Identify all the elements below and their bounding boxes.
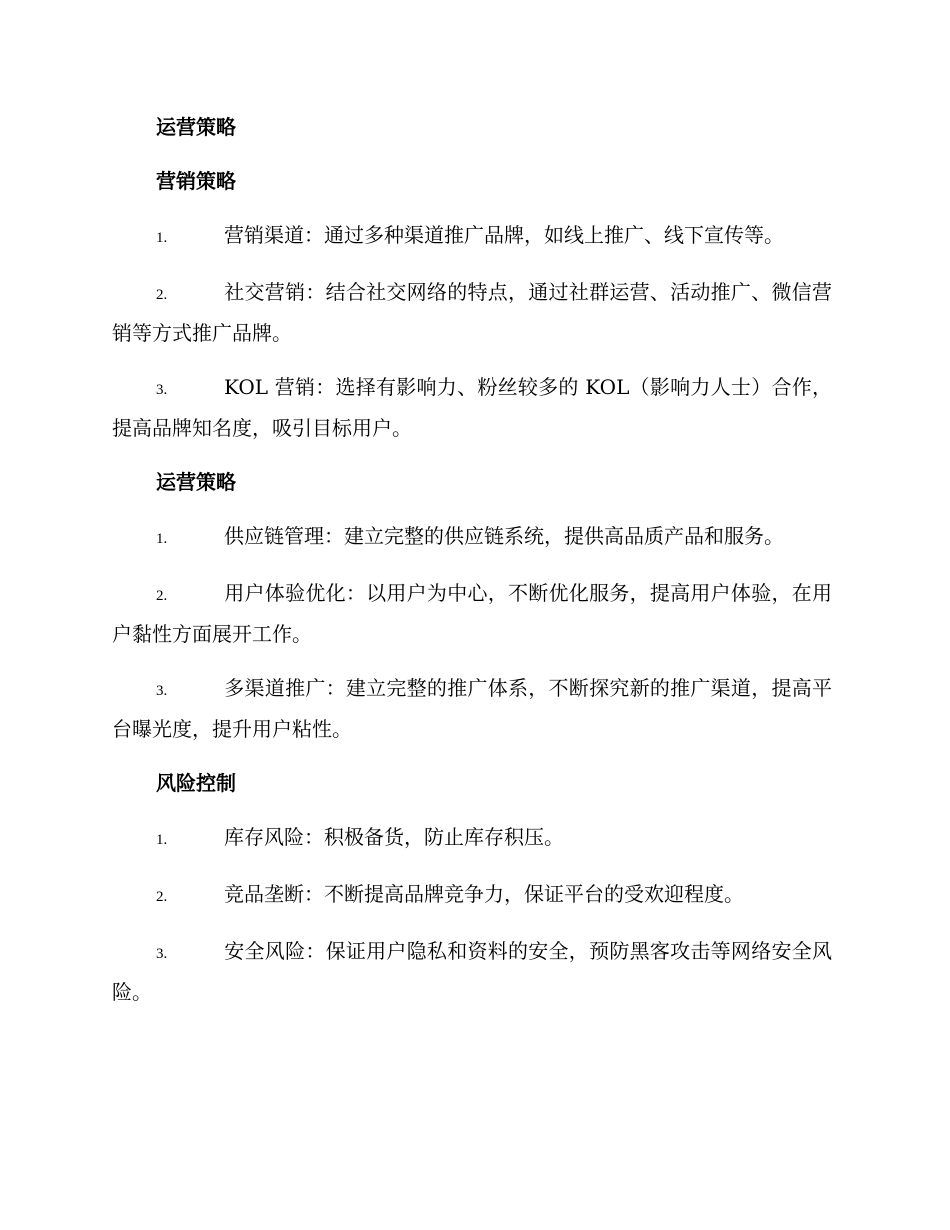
section-heading-marketing-strategy: 营销策略 (156, 169, 236, 193)
list-item (112, 574, 832, 653)
list-item-number: 3. (156, 946, 168, 962)
section-heading-risk-control: 风险控制 (156, 771, 236, 795)
list-item-text: 多渠道推广：建立完整的推广体系，不断探究新的推广渠道，提高平台曝光度，提升用户粘性。 (112, 676, 832, 741)
list-item (112, 216, 832, 257)
list-item (112, 273, 832, 352)
list-item (112, 669, 832, 748)
list-item-text: 社交营销：结合社交网络的特点，通过社群运营、活动推广、微信营销等方式推广品牌。 (112, 280, 832, 345)
list-item (112, 517, 832, 558)
list-item-number: 2. (156, 889, 168, 905)
list-item-text: 安全风险：保证用户隐私和资料的安全，预防黑客攻击等网络安全风险。 (112, 939, 832, 1004)
list-item-number: 1. (156, 531, 168, 547)
list-item-text: 供应链管理：建立完整的供应链系统，提供高品质产品和服务。 (224, 524, 784, 548)
list-item (112, 932, 832, 1011)
list-item-number: 3. (156, 382, 168, 398)
list-item-number: 3. (156, 683, 168, 699)
list-item-text: 库存风险：积极备货，防止库存积压。 (224, 825, 564, 849)
list-item (112, 875, 832, 916)
document-body (112, 108, 832, 1027)
list-item-number: 1. (156, 230, 168, 246)
list-item-number: 2. (156, 588, 168, 604)
list-item (112, 818, 832, 859)
list-item-text: 竞品垄断：不断提高品牌竞争力，保证平台的受欢迎程度。 (224, 882, 744, 906)
section-heading-operation-strategy: 运营策略 (156, 115, 236, 139)
section-heading-operation-strategy-2: 运营策略 (156, 470, 236, 494)
list-item-text: KOL 营销：选择有影响力、粉丝较多的 KOL（影响力人士）合作，提高品牌知名度，吸引目标用户。 (112, 375, 832, 440)
list-item-number: 2. (156, 287, 168, 303)
list-item-text: 营销渠道：通过多种渠道推广品牌，如线上推广、线下宣传等。 (224, 223, 784, 247)
list-item-text: 用户体验优化：以用户为中心，不断优化服务，提高用户体验，在用户黏性方面展开工作。 (112, 581, 832, 646)
list-item-number: 1. (156, 832, 168, 848)
list-item (112, 368, 832, 447)
